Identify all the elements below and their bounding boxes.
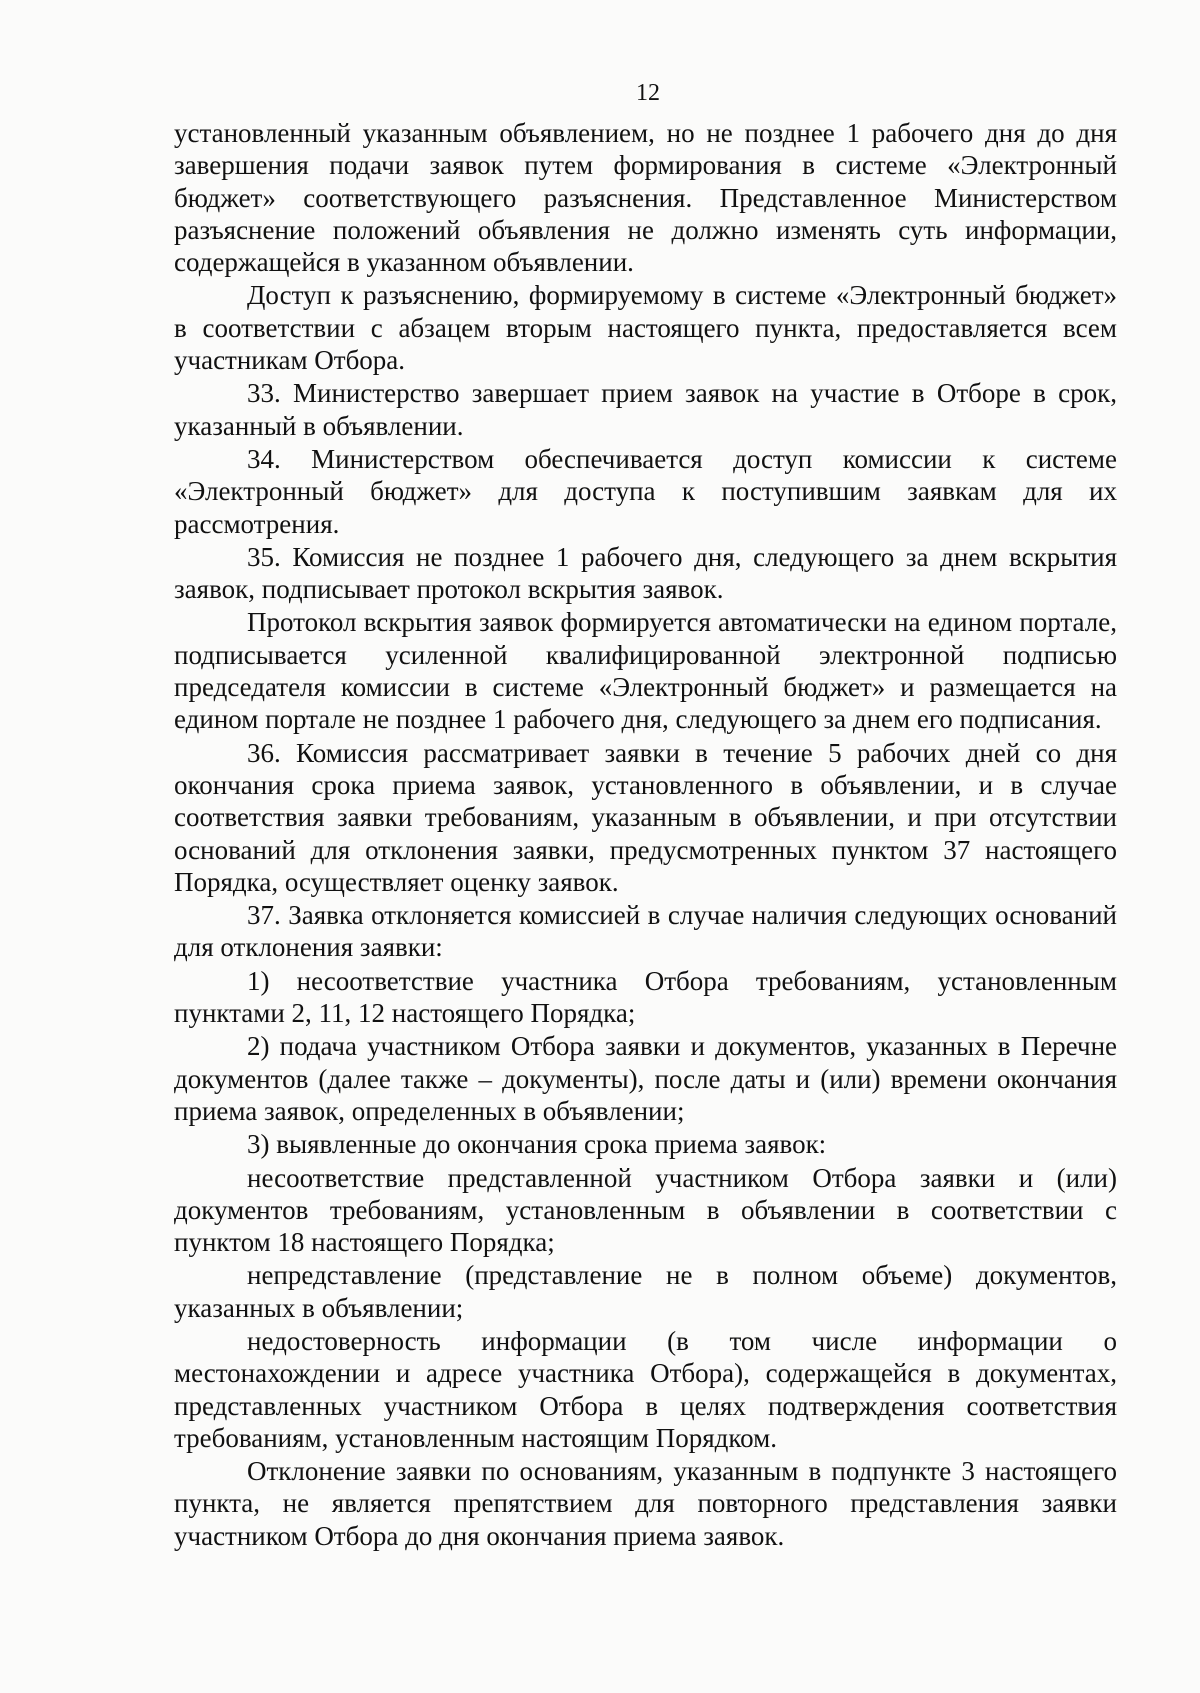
paragraph: Отклонение заявки по основаниям, указанным в подпункте 3 настоящего пункта, не является препятствием для повторного представления заявки участником Отбора до дня окончания приема заявок.: [174, 1456, 1117, 1551]
paragraph: 33. Министерство завершает прием заявок на участие в Отборе в срок, указанный в объявлении.: [174, 378, 1117, 441]
paragraph: Доступ к разъяснению, формируемому в системе «Электронный бюджет» в соответствии с абзацем вторым настоящего пункта, предоставляется всем участникам Отбора.: [174, 280, 1117, 376]
paragraph: установленный указанным объявлением, но не позднее 1 рабочего дня до дня завершения подачи заявок путем формирования в системе «Электронный бюджет» соответствующего разъяснения. Представленное Министерством разъяснение положений объявления не должно изменять суть информации, содержащейся в указанном объявлении.: [174, 118, 1117, 278]
paragraph: непредставление (представление не в полном объеме) документов, указанных в объявлении;: [174, 1260, 1117, 1323]
paragraph: 1) несоответствие участника Отбора требованиям, установленным пунктами 2, 11, 12 настоящего Порядка;: [174, 965, 1117, 1029]
paragraph: Протокол вскрытия заявок формируется автоматически на едином портале, подписывается усиленной квалифицированной электронной подписью председателя комиссии в системе «Электронный бюджет» и размещается на едином портале не позднее 1 рабочего дня, следующего за днем его подписания.: [174, 607, 1117, 735]
paragraph: 37. Заявка отклоняется комиссией в случае наличия следующих оснований для отклонения заявки:: [174, 900, 1117, 963]
paragraph: 35. Комиссия не позднее 1 рабочего дня, следующего за днем вскрытия заявок, подписывает протокол вскрытия заявок.: [174, 541, 1117, 605]
paragraph: несоответствие представленной участником Отбора заявки и (или) документов требованиям, установленным в объявлении в соответствии с пунктом 18 настоящего Порядка;: [174, 1162, 1117, 1258]
page-number: 12: [636, 80, 660, 106]
paragraph: 3) выявленные до окончания срока приема заявок:: [247, 1129, 827, 1160]
paragraph: недостоверность информации (в том числе информации о местонахождении и адресе участника Отбора), содержащейся в документах, представленных участником Отбора в целях подтверждения соответствия требованиям, установленным настоящим Порядком.: [174, 1325, 1117, 1453]
paragraph: 36. Комиссия рассматривает заявки в течение 5 рабочих дней со дня окончания срока приема заявок, установленного в объявлении, и в случае соответствия заявки требованиям, указанным в объявлении, и при отсутствии оснований для отклонения заявки, предусмотренных пунктом 37 настоящего Порядка, осуществляет оценку заявок.: [174, 737, 1117, 897]
paragraph: 2) подача участником Отбора заявки и документов, указанных в Перечне документов (далее также – документы), после даты и (или) времени окончания приема заявок, определенных в объявлении;: [174, 1031, 1117, 1126]
paragraph: 34. Министерством обеспечивается доступ комиссии к системе «Электронный бюджет» для доступа к поступившим заявкам для их рассмотрения.: [174, 443, 1117, 539]
document-body: [174, 117, 1117, 1552]
